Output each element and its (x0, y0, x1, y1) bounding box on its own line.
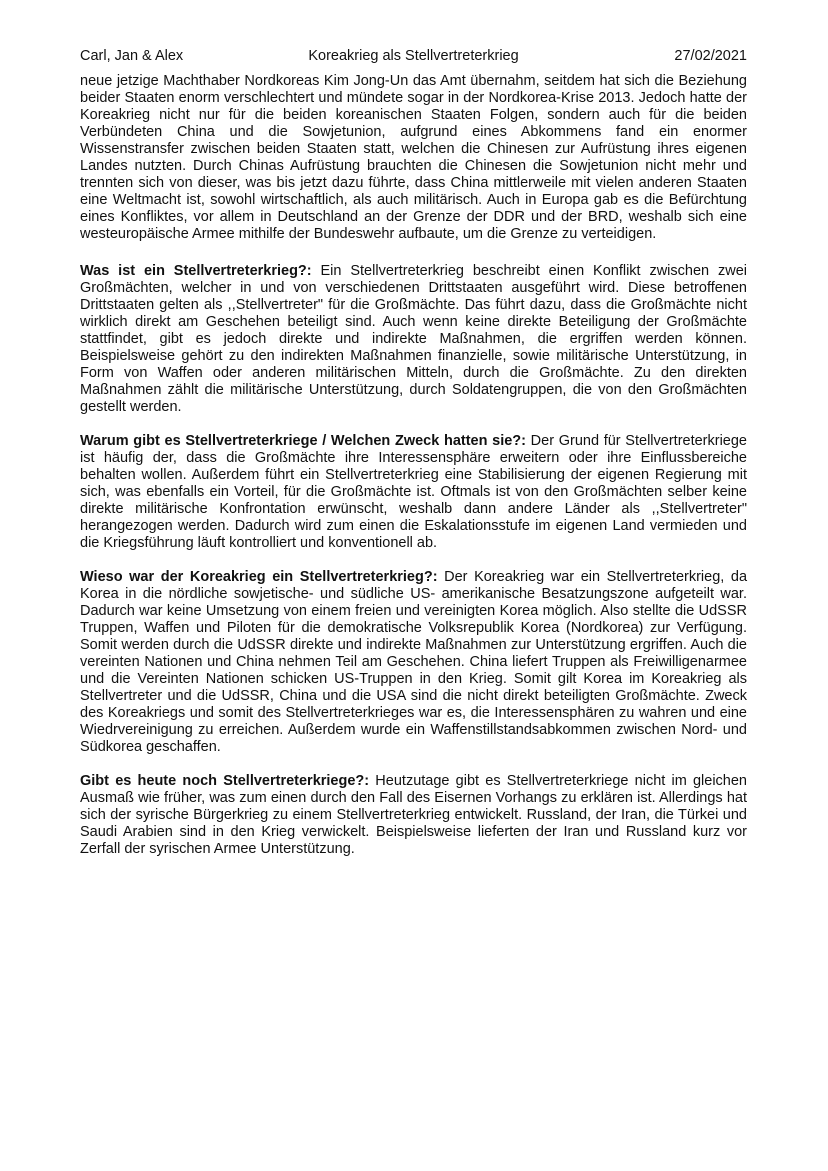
section-heading: Was ist ein Stellvertreterkrieg?: (80, 263, 312, 279)
section-text: Der Koreakrieg war ein Stellvertreterkrieg, da Korea in die nördliche sowjetische- und südliche US- amerikanische Besatzungszone aufgeteilt war. Dadurch war keine Umsetzung von einem freien und vereinigten Korea möglich. Also stellte die UdSSR Truppen, Waffen und Piloten für die demokratische Volksrepublik Korea (Nordkorea) zur Verfügung. Somit werden durch die UdSSR direkte und indirekte Maßnahmen zur Unterstützung ergriffen. Auch die vereinten Nationen und China nehmen Teil am Geschehen. China liefert Truppen als Freiwilligenarmee und die Vereinten Nationen schicken US-Truppen in den Krieg. Somit gilt Korea im Koreakrieg als Stellvertreter und die UdSSR, China und die USA sind die nicht direkt beteiligten Großmächte. Zweck des Koreakriegs und somit des Stellvertreterkrieges war es, die Interessensphären zu wahren und eine Wiedrvereinigung zu erreichen. Außerdem wurde ein Waffenstillstandsabkommen zwischen Nord- und Südkorea geschaffen. (80, 569, 748, 755)
document-body (80, 73, 747, 875)
section-paragraph (80, 263, 747, 416)
header-title: Koreakrieg als Stellvertreterkrieg (308, 48, 519, 64)
section-heading: Warum gibt es Stellvertreterkriege / Welchen Zweck hatten sie?: (80, 433, 526, 449)
section-heading: Wieso war der Koreakrieg ein Stellvertreterkrieg?: (80, 569, 438, 585)
header-authors: Carl, Jan & Alex (80, 48, 184, 64)
section-paragraph (80, 773, 747, 858)
page-header (80, 48, 747, 68)
header-date: 27/02/2021 (674, 48, 747, 64)
section-paragraph (80, 433, 747, 552)
section-text: Ein Stellvertreterkrieg beschreibt einen Konflikt zwischen zwei Großmächten, welcher in und von verschiedenen Drittstaaten ausgeführt wird. Diese betroffenen Drittstaaten gelten als ,,Stellvertreter" für die Großmächte. Das führt dazu, dass die Großmächte nicht wirklich direkt am Geschehen beteiligt sind. Auch wenn keine direkte Beteiligung der Großmächte stattfindet, gibt es jedoch direkte und indirekte Maßnahmen, die ergriffen werden können. Beispielsweise gehört zu den indirekten Maßnahmen finanzielle, sowie militärische Unterstützung, in Form von Waffen oder anderen militärischen Mitteln, durch die Großmächte. Zu den direkten Maßnahmen zählt die militärische Unterstützung, durch Soldatengruppen, die von den Großmächten gestellt werden. (80, 263, 747, 415)
section-text: Der Grund für Stellvertreterkriege ist häufig der, dass die Großmächte ihre Interessensphäre erweitern oder ihre Einflussbereiche behalten wollen. Außerdem führt ein Stellvertreterkrieg eine Stabilisierung der eigenen Regierung mit sich, was ebenfalls ein Vorteil, für die Großmächte ist. Oftmals ist von den Großmächten selber keine direkte militärische Konfrontation erwünscht, weshalb dann andere Länder als ,,Stellvertreter" herangezogen werden. Dadurch wird zum einen die Eskalationsstufe im eigenen Land vermieden und die Kriegsführung läuft kontrolliert und konventionell ab. (80, 433, 747, 551)
section-text: Heutzutage gibt es Stellvertreterkriege nicht im gleichen Ausmaß wie früher, was zum einen durch den Fall des Eisernen Vorhangs zu erklären ist. Allerdings hat sich der syrische Bürgerkrieg zu einem Stellvertreterkrieg entwickelt. Russland, der Iran, die Türkei und Saudi Arabien sind in den Krieg verwickelt. Beispielsweise lieferten der Iran und Russland kurz vor Zerfall der syrischen Armee Unterstützung. (80, 773, 747, 857)
intro-paragraph: neue jetzige Machthaber Nordkoreas Kim Jong-Un das Amt übernahm, seitdem hat sich die Beziehung beider Staaten enorm verschlechtert und mündete sogar in der Nordkorea-Krise 2013. Jedoch hatte der Koreakrieg nicht nur für die beiden koreanischen Staaten Folgen, sondern auch für die beiden Verbündeten China und die Sowjetunion, aufgrund eines Abkommens fand ein enormer Wissenstransfer zwischen beiden Staaten statt, welchen die Chinesen zur Aufrüstung ihres eigenen Landes nutzten. Durch Chinas Aufrüstung brauchten die Chinesen die Sowjetunion nicht mehr und trennten sich von dieser, was bis jetzt dazu führte, dass China mittlerweile mit vielen anderen Staaten eine Weltmacht ist, sowohl wirtschaftlich, als auch militärisch. Auch in Europa gab es die Befürchtung eines Konfliktes, vor allem in Deutschland an der Grenze der DDR und der BRD, weshalb sich eine westeuropäische Armee mithilfe der Bundeswehr aufbaute, um die Grenze zu verteidigen. (80, 73, 747, 242)
section-paragraph (80, 569, 747, 756)
section-heading: Gibt es heute noch Stellvertreterkriege?: (80, 773, 370, 789)
